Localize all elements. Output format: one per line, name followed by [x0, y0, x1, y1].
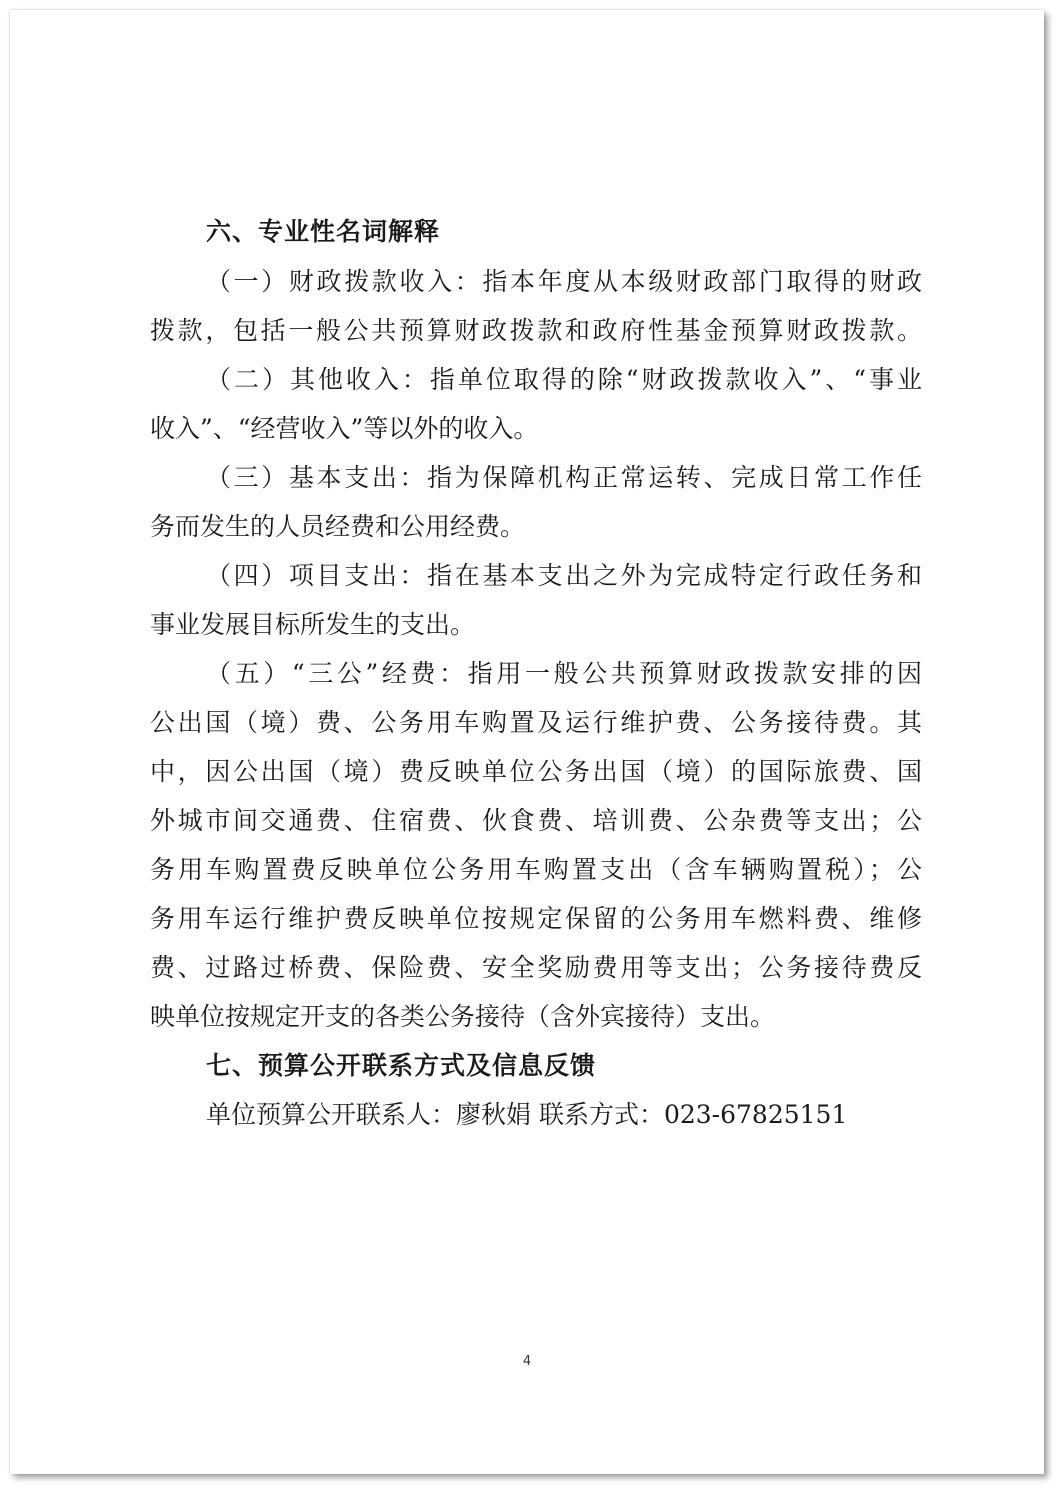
paragraph-line: 中，因公出国（境）费反映单位公务出国（境）的国际旅费、国 — [150, 757, 922, 786]
paragraph-line: （一）财政拨款收入：指本年度从本级财政部门取得的财政 — [206, 267, 922, 296]
section-heading: 七、预算公开联系方式及信息反馈 — [206, 1051, 597, 1080]
paragraph-line: 拨款，包括一般公共预算财政拨款和政府性基金预算财政拨款。 — [150, 316, 922, 345]
paragraph-line: 映单位按规定开支的各类公务接待（含外宾接待）支出。 — [150, 1002, 776, 1031]
paragraph-line: 公出国（境）费、公务用车购置及运行维护费、公务接待费。其 — [150, 708, 922, 737]
paragraph-line: 事业发展目标所发生的支出。 — [150, 610, 476, 639]
paragraph-line: 务用车运行维护费反映单位按规定保留的公务用车燃料费、维修 — [150, 904, 922, 933]
paragraph-line: （二）其他收入：指单位取得的除“财政拨款收入”、“事业 — [206, 365, 922, 394]
page-number: 4 — [522, 1354, 532, 1369]
paragraph-line: 费、过路过桥费、保险费、安全奖励费用等支出；公务接待费反 — [150, 953, 922, 982]
paragraph-line: （四）项目支出：指在基本支出之外为完成特定行政任务和 — [206, 561, 922, 590]
paragraph-line: 务用车购置费反映单位公务用车购置支出（含车辆购置税）；公 — [150, 855, 922, 884]
section-heading: 六、专业性名词解释 — [206, 217, 441, 246]
paragraph-line: （五）“三公”经费：指用一般公共预算财政拨款安排的因 — [206, 659, 922, 688]
paragraph-line: 收入”、“经营收入”等以外的收入。 — [150, 414, 539, 443]
paragraph-line: 务而发生的人员经费和公用经费。 — [150, 512, 526, 541]
paragraph-line: 外城市间交通费、住宿费、伙食费、培训费、公杂费等支出；公 — [150, 806, 922, 835]
document-page — [10, 10, 1044, 1474]
contact-line: 单位预算公开联系人：廖秋娟 联系方式：023-67825151 — [206, 1100, 848, 1129]
paragraph-line: （三）基本支出：指为保障机构正常运转、完成日常工作任 — [206, 463, 922, 492]
